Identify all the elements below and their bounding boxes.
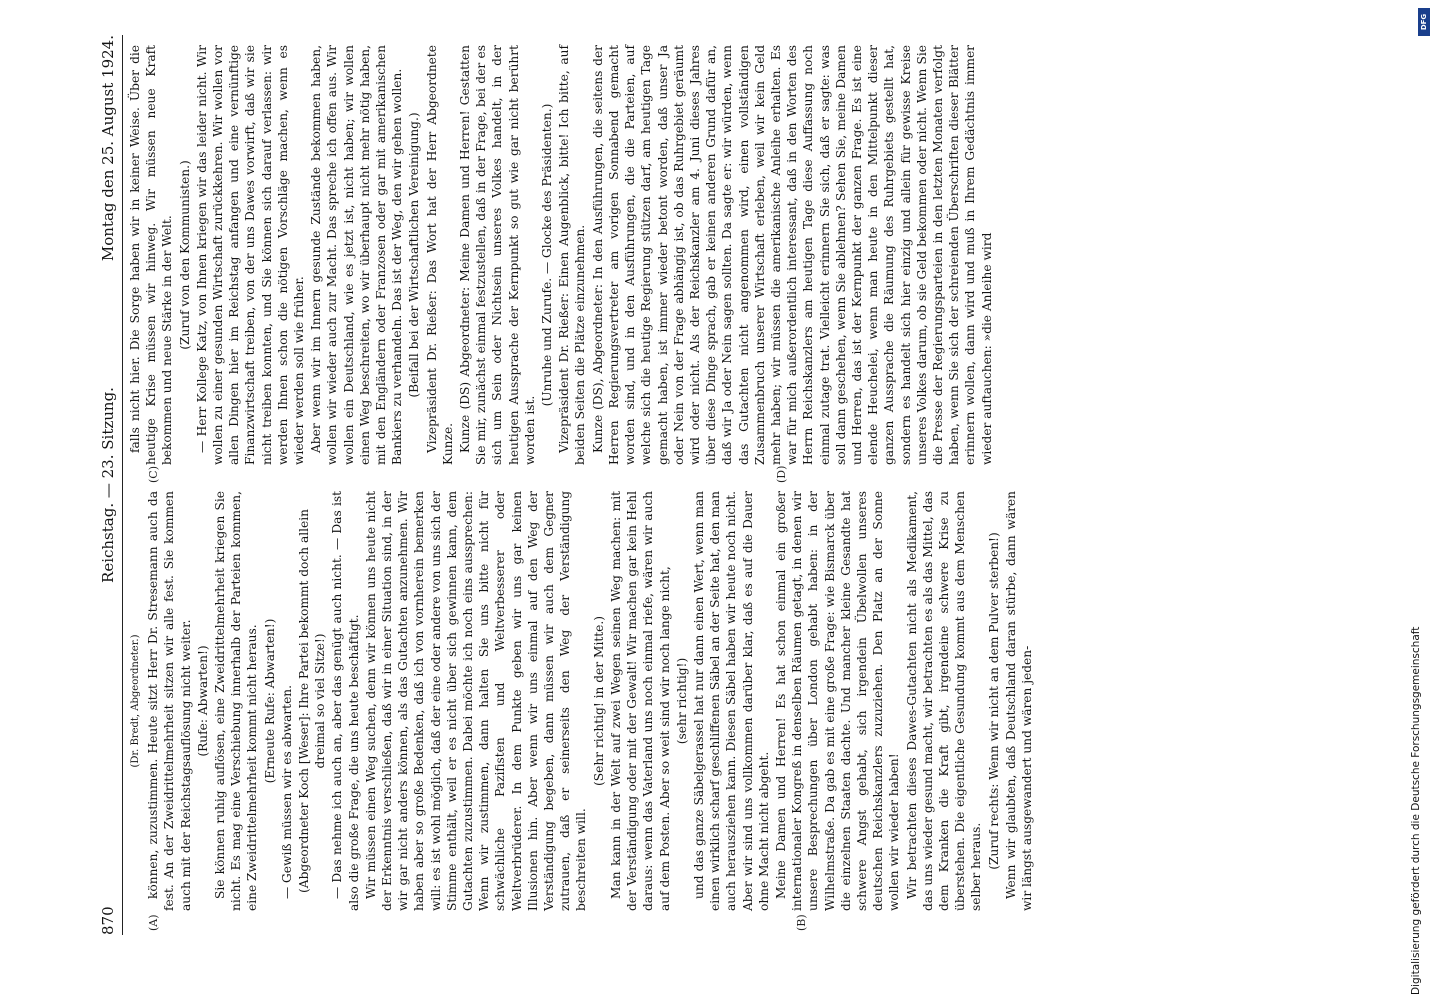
paragraph: Aber wenn wir im Innern gesunde Zustände bekommen haben, wollen wir wieder auch zur Macht. Das spreche ich offen aus. Wir wollen ein Deutschland, wie es jetzt ist, nicht haben; wir wollen einen Weg beschreiten, wo wir überhaupt nicht mehr nötig haben, mit den Engländern oder Franzosen oder gar mit amerikanischen Bankiers zu verhandeln. Das ist der Weg, den wir gehen wollen. [309, 45, 405, 465]
paragraph: — Herr Kollege Katz, von Ihnen kriegen wir das leider nicht. Wir wollen zu einer gesunden Wirtschaft zurückkehren. Wir wollen vor allen Dingen hier im Reichstag anfangen und eine vernünftige Finanzwirtschaft treiben, von der uns Dawes vorwirft, daß wir sie nicht treiben konnten, und Sie können sich darauf verlassen: wir werden Ihnen schon die nötigen Vorschläge machen, wenn es wieder werden soll wie früher. [194, 45, 307, 465]
margin-mark-a: (A) [147, 914, 160, 931]
paragraph: Sie können ruhig auflösen, eine Zweidrittelmehrheit kriegen Sie nicht. Es mag eine Verschiebung innerhalb der Parteien kommen, eine Zweidrittelmehrheit kommt nicht heraus. [213, 491, 260, 911]
left-text-column [127, 491, 1036, 911]
paragraph: — Das nehme ich auch an, aber das genügt auch nicht. — Das ist also die große Frage, die uns heute beschäftigt. [330, 491, 361, 911]
paragraph: — Gewiß müssen wir es abwarten. [279, 684, 294, 899]
margin-mark-c: (C) [147, 466, 160, 483]
session-date: Montag den 25. August 1924. [99, 35, 117, 262]
interjection: (Abgeordneter Koch [Weser]: Ihre Partei bekommt doch allein dreimal so viel Sitze!) [297, 509, 328, 893]
paragraph: Kunze (DS), Abgeordneter: In den Ausführungen, die seitens der Herren Regierungsvertreter am vorigen Sonnabend gemacht worden sind, und in den Ausführungen, die die Parteien, auf welche sich die heutige Regierung stützen darf, am heutigen Tage gemacht haben, ist immer wieder betont worden, daß unser Ja oder Nein von der Frage abhängig ist, ob das Ruhrgebiet geräumt wird oder nicht. Als der Reichskanzler am 4. Juni dieses Jahres über diese Dinge sprach, gab er keinen anderen Grund dafür an, daß wir Ja oder Nein sagen sollten. Da sagte er: wir würden, wenn das Gutachten nicht angenommen wird, einen vollständigen Zusammenbruch unserer Wirtschaft erleben, weil wir kein Geld mehr haben; wir müssen die amerikanische Anleihe erhalten. Es war für mich außerordentlich interessant, daß in den Worten des Herrn Reichskanzlers am heutigen Tage diese Auffassung noch einmal zutage trat. Vielleicht erinnern Sie sich, daß er sagte: was soll dann geschehen, wenn Sie ablehnen? Sehen Sie, meine Damen und Herren, das ist der Kernpunkt der ganzen Frage. Es ist eine elende Heuchelei, wenn man heute in den Mittelpunkt dieser ganzen Aussprache die Räumung des Ruhrgebiets gestellt hat, sondern es handelt sich hier einzig und allein für gewisse Kreise unseres Volkes darum, ob sie Geld bekommen oder nicht. Wenn Sie die Presse der Regierungsparteien in den letzten Monaten verfolgt haben, wenn Sie sich der schreienden Überschriften dieser Blätter erinnern wollen, dann wird und muß in Ihrem Gedächtnis immer wieder auftauchen: »die Anleihe wird [590, 45, 994, 465]
dfg-logo: DFG [1418, 8, 1430, 36]
margin-mark-b: (B) [795, 914, 808, 931]
session-title: Reichstag. — 23. Sitzung. [99, 387, 117, 583]
interjection: (Rufe: Abwarten!) [195, 645, 210, 757]
interjection: (Erneute Rufe: Abwarten!) [262, 618, 277, 784]
interjection: (Sehr richtig! in der Mitte.) [591, 616, 606, 786]
right-text-column [127, 45, 996, 465]
interjection: (Zuruf von den Kommunisten.) [177, 160, 192, 350]
header-rule [122, 35, 123, 935]
rotated-page-body [95, 35, 1305, 935]
digitization-credit [1410, 10, 1430, 995]
paragraph: Man kann in der Welt auf zwei Wegen seinen Weg machen: mit der Verständigung oder mit der Gewalt! Wir machen gar kein Hehl daraus: wenn das Vaterland uns noch einmal riefe, wären wir auch auf dem Posten. Aber so weit sind wir noch lange nicht, [608, 491, 672, 911]
paragraph: falls nicht hier. Die Sorge haben wir in keiner Weise. Über die heutige Krise müssen wir hinweg. Wir müssen neue Kraft bekommen und neue Stärke in der Welt. [128, 45, 175, 465]
paragraph: Wir müssen einen Weg suchen, denn wir können uns heute nicht der Erkenntnis verschließen, daß wir in einer Situation sind, in der wir gar nicht anders können, als das Gutachten anzunehmen. Wir haben aber so große Bedenken, daß ich von vornherein bemerken will: es ist wohl möglich, daß der eine oder andere von uns sich der Stimme enthält, weil er es nicht über sich gewinnen kann, dem Gutachten zuzustimmen. Dabei möchte ich noch eins aussprechen: Wenn wir zustimmen, dann halten Sie uns bitte nicht für schwächliche Pazifisten und Weltverbesserer oder Weltverbrüderer. In dem Punkte geben wir uns gar keinen Illusionen hin. Aber wenn wir uns einmal auf den Weg der Verständigung begeben, dann müssen wir auch dem Gegner zutrauen, daß er seinerseits den Weg der Verständigung beschreiten will. [363, 491, 589, 911]
paragraph: können, zuzustimmen. Heute sitzt Herr Dr. Stresemann auch da fest. An der Zweidrittelmehrheit sitzen wir alle fest. Sie kommen auch mit der Reichstagsauflösung nicht weiter. [146, 491, 193, 911]
interjection: (sehr richtig!) [674, 657, 689, 745]
speaker-label: (Dr. Bredt, Abgeordneter.) [130, 634, 141, 768]
credit-text: Digitalisierung gefördert durch die Deutsche Forschungsgemeinschaft [1410, 626, 1422, 995]
interjection: (Unruhe und Zurufe. — Glocke des Präsidenten.) [540, 103, 555, 407]
paragraph: Vizepräsident Dr. Rießer: Das Wort hat der Herr Abgeordnete Kunze. [424, 45, 455, 465]
paragraph: Kunze (DS) Abgeordneter: Meine Damen und Herren! Gestatten Sie mir, zunächst einmal festzustellen, daß in der Frage, bei der es sich um Sein oder Nichtsein unseres Volkes handelt, in der heutigen Aussprache der Kernpunkt so gut wie gar nicht berührt worden ist. [458, 45, 537, 465]
interjection: (Beifall bei der Wirtschaftlichen Vereinigung.) [407, 112, 422, 398]
paragraph: Meine Damen und Herren! Es hat schon einmal ein großer internationaler Kongreß in denselben Räumen getagt, in denen wir unsere Besprechungen über London gehabt haben: in der Wilhelmstraße. Da gab es mit eine große Frage: wie Bismarck über die einzelnen Staaten dachte. Und mancher kleine Gesandte hat schwere Angst gehabt, sich irgendein Übelwollen unseres deutschen Reichskanzlers zuzuziehen. Den Platz an der Sonne wollen wir wieder haben! [773, 491, 902, 911]
margin-mark-d: (D) [775, 465, 788, 483]
paragraph: Wir betrachten dieses Dawes-Gutachten nicht als Medikament, das uns wieder gesund macht, wir betrachten es als das Mittel, das dem Kranken die Kraft gibt, irgendeine schwere Krise zu überstehen. Die eigentliche Gesundung kommt aus dem Menschen selber heraus. [904, 491, 984, 911]
paragraph: Vizepräsident Dr. Rießer: Einen Augenblick, bitte! Ich bitte, auf beiden Seiten die Plätze einzunehmen. [557, 45, 588, 465]
interjection: (Zuruf rechts: Wenn wir nicht an dem Pulver sterben!) [986, 532, 1001, 870]
page-header [95, 35, 123, 935]
paragraph: Wenn wir glaubten, daß Deutschland daran stürbe, dann wären wir längst ausgewandert und wären jeden- [1003, 491, 1034, 911]
paragraph: und das ganze Säbelgerassel hat nur dann einen Wert, wenn man einen wirklich scharf geschliffenen Säbel an der Seite hat, den man auch herausziehen kann. Diesen Säbel haben wir heute noch nicht. Aber wir sind uns vollkommen darüber klar, daß es auf die Dauer ohne Macht nicht abgeht. [691, 491, 771, 911]
page-number: 870 [99, 906, 117, 935]
